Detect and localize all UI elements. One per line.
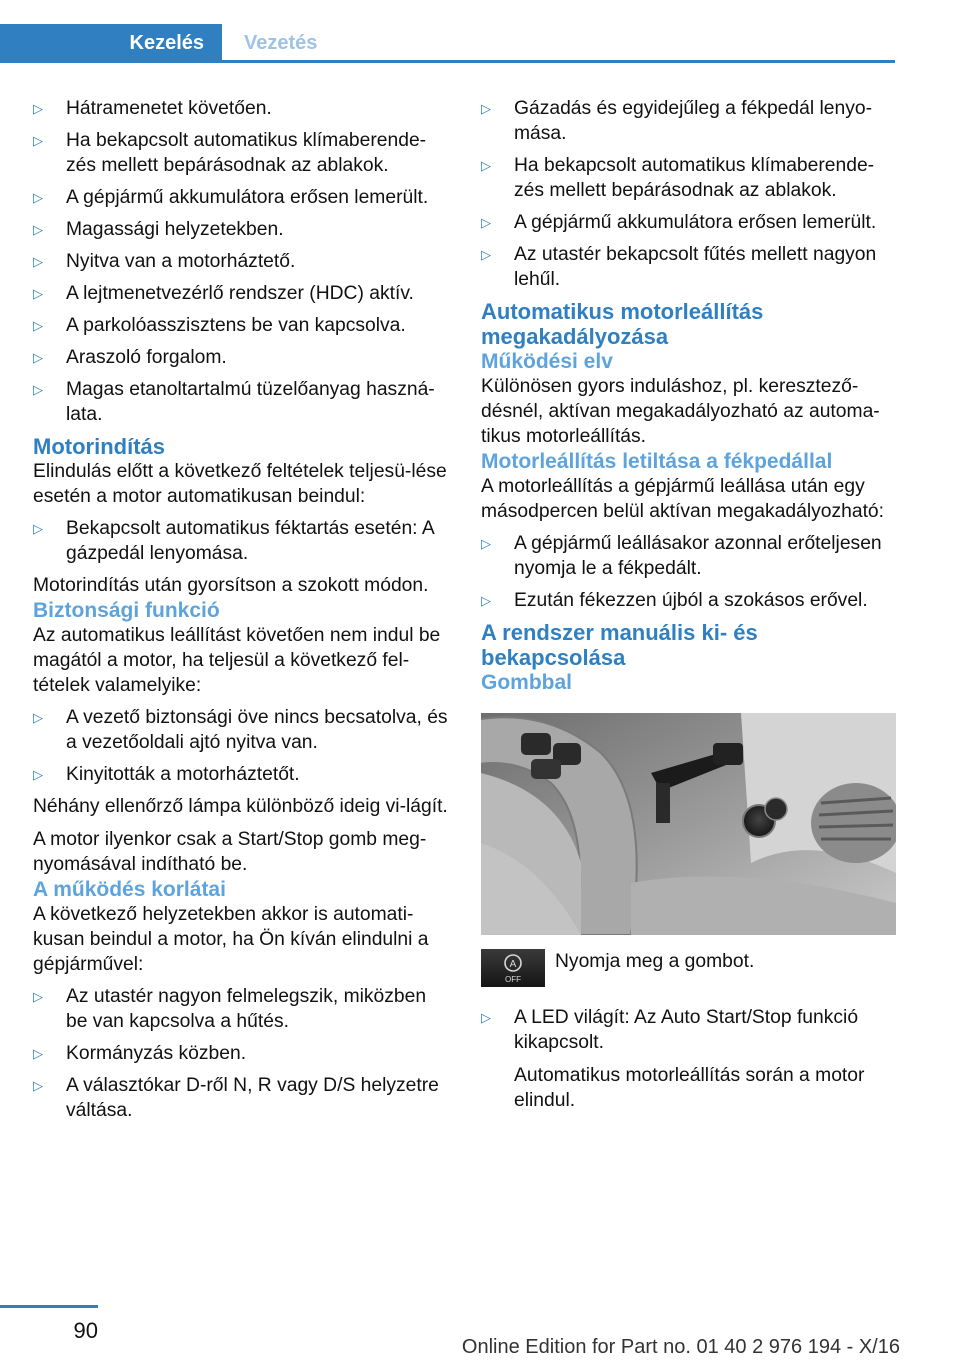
heading-mukodes-korlatai: A működés korlátai bbox=[33, 878, 226, 901]
paragraph-letiltasa: A motorleállítás a gépjármű leállása után egy másodpercen belül aktívan megakadályozható: bbox=[481, 476, 885, 522]
heading-motorleallitas-megakadalyozasa: Automatikus motorleállítás megakadályozása bbox=[481, 299, 764, 349]
heading-biztonsagi-funkcio: Biztonsági funkció bbox=[33, 599, 220, 622]
paragraph-after-start: Motorindítás után gyorsítson a szokott módon. bbox=[33, 575, 429, 596]
triangle-bullet-icon: ▷ bbox=[481, 1010, 491, 1025]
triangle-bullet-icon: ▷ bbox=[33, 286, 43, 301]
triangle-bullet-icon: ▷ bbox=[33, 710, 43, 725]
header-tab-bar bbox=[0, 0, 960, 64]
triangle-bullet-icon: ▷ bbox=[33, 133, 43, 148]
brake-steps-list bbox=[481, 531, 896, 613]
list-item: ▷ Ha bekapcsolt automatikus klímaberende-zés mellett bepárásodnak az ablakok. bbox=[33, 130, 427, 176]
triangle-bullet-icon: ▷ bbox=[33, 1078, 43, 1093]
triangle-bullet-icon: ▷ bbox=[481, 158, 491, 173]
paragraph-lampa: Néhány ellenőrző lámpa különböző ideig vi-lágít. bbox=[33, 796, 448, 817]
button-instruction-row bbox=[481, 949, 896, 987]
list-item: ▷ A gépjármű akkumulátora erősen lemerült. bbox=[481, 212, 877, 233]
list-item: ▷ Az utastér bekapcsolt fűtés mellett nagyon lehűl. bbox=[481, 244, 877, 290]
triangle-bullet-icon: ▷ bbox=[481, 593, 491, 608]
triangle-bullet-icon: ▷ bbox=[481, 215, 491, 230]
heading-gombbal: Gombbal bbox=[481, 671, 573, 694]
paragraph-mukodesi-elv: Különösen gyors induláshoz, pl. keresztező-désnél, aktívan megakadályozható az automa-tikus motorleállítás. bbox=[481, 376, 880, 447]
list-item: ▷ A gépjármű akkumulátora erősen lemerült. bbox=[33, 187, 429, 208]
safety-conditions-list bbox=[33, 705, 448, 787]
press-button-text: Nyomja meg a gombot. bbox=[555, 951, 755, 972]
heading-manualis-ki-bekapcsolas: A rendszer manuális ki- és bekapcsolása bbox=[481, 620, 758, 670]
list-item: ▷ Magassági helyzetekben. bbox=[33, 219, 284, 240]
triangle-bullet-icon: ▷ bbox=[33, 254, 43, 269]
header-divider bbox=[0, 60, 895, 63]
paragraph-startstop: A motor ilyenkor csak a Start/Stop gomb meg-nyomásával indítható be. bbox=[33, 829, 427, 875]
list-item: ▷ Kinyitották a motorháztetőt. bbox=[33, 764, 300, 785]
triangle-bullet-icon: ▷ bbox=[33, 222, 43, 237]
tab-vezetes[interactable]: Vezetés bbox=[244, 31, 318, 54]
list-item: ▷ Ezután fékezzen újból a szokásos erővel. bbox=[481, 590, 868, 611]
conditions-list-continued bbox=[481, 96, 896, 292]
list-item: ▷ Gázadás és egyidejűleg a fékpedál lenyo-mása. bbox=[481, 98, 873, 144]
footer-divider bbox=[0, 1305, 98, 1308]
led-subtext: Automatikus motorleállítás során a motor elindul. bbox=[514, 1065, 865, 1111]
heading-mukodesi-elv: Működési elv bbox=[481, 350, 613, 373]
heading-motorinditas: Motorindítás bbox=[33, 434, 165, 459]
left-column bbox=[33, 96, 448, 1130]
paragraph-korlatai: A következő helyzetekben akkor is automati-kusan beindul a motor, ha Ön kíván elindulni a gépjárművel: bbox=[33, 904, 429, 975]
page-number: 90 bbox=[73, 1318, 98, 1343]
list-item: ▷ Kormányzás közben. bbox=[33, 1043, 247, 1064]
triangle-bullet-icon: ▷ bbox=[481, 536, 491, 551]
triangle-bullet-icon: ▷ bbox=[481, 247, 491, 262]
led-list bbox=[481, 1005, 896, 1113]
list-item: ▷ A parkolóasszisztens be van kapcsolva. bbox=[33, 315, 406, 336]
triangle-bullet-icon: ▷ bbox=[33, 350, 43, 365]
list-item: ▷ A LED világít: Az Auto Start/Stop funkció kikapcsolt. Automatikus motorleállítás során a motor elindul. bbox=[481, 1005, 896, 1113]
auto-off-glyph: OFF bbox=[505, 975, 521, 984]
triangle-bullet-icon: ▷ bbox=[33, 318, 43, 333]
triangle-bullet-icon: ▷ bbox=[33, 382, 43, 397]
list-item: ▷ A vezető biztonsági öve nincs becsatolva, és a vezetőoldali ajtó nyitva van. bbox=[33, 707, 448, 753]
list-item: ▷ Nyitva van a motorháztető. bbox=[33, 251, 296, 272]
limits-list bbox=[33, 984, 448, 1123]
triangle-bullet-icon: ▷ bbox=[33, 190, 43, 205]
triangle-bullet-icon: ▷ bbox=[33, 767, 43, 782]
list-item: ▷ Araszoló forgalom. bbox=[33, 347, 227, 368]
dashboard-photo bbox=[481, 713, 896, 935]
triangle-bullet-icon: ▷ bbox=[33, 989, 43, 1004]
list-item: ▷ Az utastér nagyon felmelegszik, miközben be van kapcsolva a hűtés. bbox=[33, 986, 427, 1032]
triangle-bullet-icon: ▷ bbox=[33, 1046, 43, 1061]
list-item: ▷ A lejtmenetvezérlő rendszer (HDC) aktív. bbox=[33, 283, 414, 304]
list-item: ▷ Magas etanoltartalmú tüzelőanyag haszná-lata. bbox=[33, 379, 435, 425]
triangle-bullet-icon: ▷ bbox=[33, 101, 43, 116]
list-item: ▷ A választókar D-ről N, R vagy D/S helyzetre váltása. bbox=[33, 1075, 439, 1121]
auto-off-glyph: A bbox=[509, 959, 517, 970]
list-item: ▷ A gépjármű leállásakor azonnal erőteljesen nyomja le a fékpedált. bbox=[481, 533, 882, 579]
tab-kezeles[interactable]: Kezelés bbox=[0, 24, 222, 62]
paragraph-motorinditas: Elindulás előtt a következő feltételek teljesü-lése esetén a motor automatikusan beindul: bbox=[33, 461, 447, 507]
start-conditions-list bbox=[33, 516, 448, 566]
auto-off-button-icon bbox=[481, 949, 545, 987]
list-item: ▷ Hátramenetet követően. bbox=[33, 98, 272, 119]
heading-letiltasa-fekpedallal: Motorleállítás letiltása a fékpedállal bbox=[481, 450, 833, 473]
paragraph-biztonsagi: Az automatikus leállítást követően nem indul be magától a motor, ha teljesül a következő fel-tételek valamelyike: bbox=[33, 625, 441, 696]
triangle-bullet-icon: ▷ bbox=[33, 521, 43, 536]
list-item: ▷ Ha bekapcsolt automatikus klímaberende-zés mellett bepárásodnak az ablakok. bbox=[481, 155, 875, 201]
edition-footer: Online Edition for Part no. 01 40 2 976 194 - X/16 bbox=[461, 1336, 900, 1358]
list-item: ▷ Bekapcsolt automatikus féktartás esetén: A gázpedál lenyomása. bbox=[33, 518, 434, 564]
conditions-list bbox=[33, 96, 448, 427]
triangle-bullet-icon: ▷ bbox=[481, 101, 491, 116]
right-column bbox=[481, 96, 896, 1120]
